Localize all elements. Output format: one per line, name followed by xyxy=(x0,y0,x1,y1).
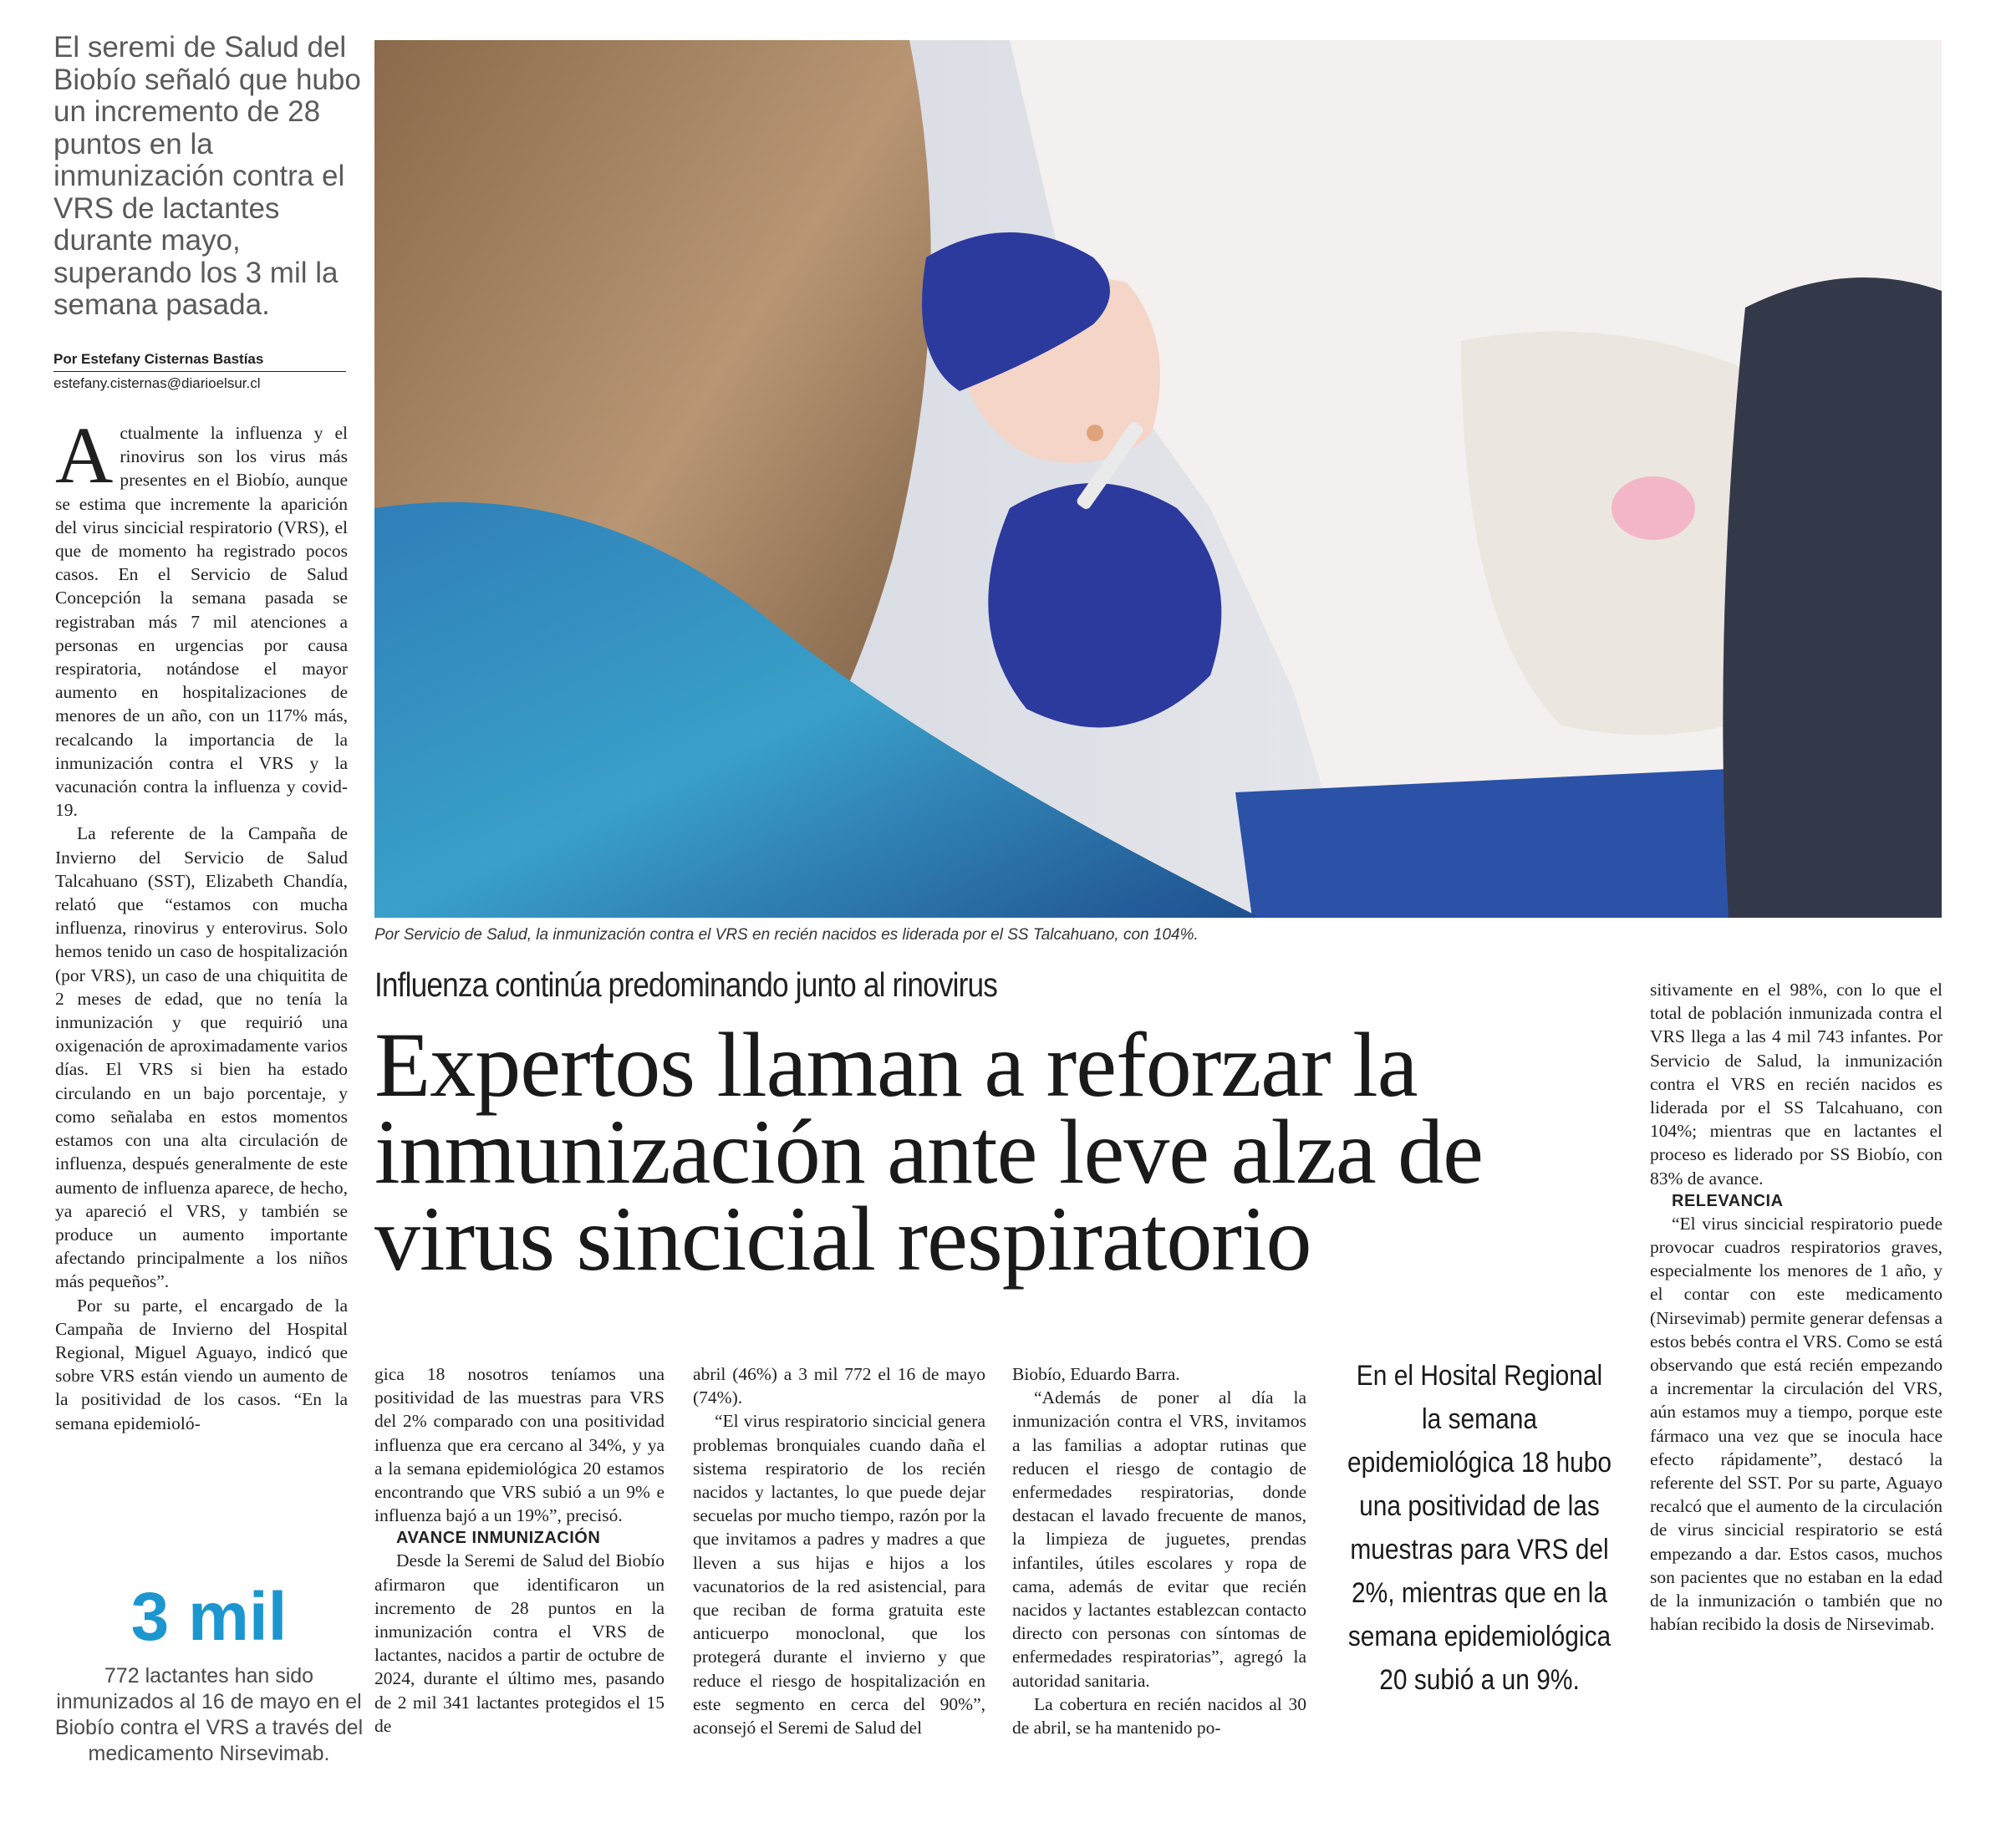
article-paragraph: La cobertura en recién nacidos al 30 de abril, se ha mantenido po- xyxy=(1012,1693,1306,1739)
article-paragraph: sitivamente en el 98%, con lo que el total de población inmunizada contra el VRS llega a las 4 mil 743 infantes. Por Servicio de Salud, la inmunización contra el VRS en recién nacidos es liderada por el SS Talcahuano, con 104%; mientras que en lactantes el proceso es liderado por SS Biobío, con 83% de avance. xyxy=(1650,980,1943,1189)
article-column-5 xyxy=(1650,978,1943,1636)
drop-cap: A xyxy=(55,410,114,500)
article-column-3 xyxy=(693,1362,985,1739)
byline-author: Por Estefany Cisternas Bastías xyxy=(53,349,346,372)
article-paragraph: La referente de la Campaña de Invierno del Servicio de Salud Talcahuano (SST), Elizabeth Chandía, relató que “estamos con mucha influenza, rinovirus y enterovirus. Solo hemos tenido un caso de hospitalización (por VRS), un caso de una chiquitita de 2 meses de edad, que no tenía la inmunización y que requirió una oxigenación de aproximadamente varios días. El VRS si bien ha estado circulando en un bajo porcentaje, y como señalaba en estos momentos estamos con una alta circulación de influenza, después generalmente de este aumento de influenza aparece, de hecho, ya apareció el VRS, y también se produce un aumento importante afectando principalmente a los niños más pequeños”. xyxy=(55,823,348,1292)
section-subhead: AVANCE INMUNIZACIÓN xyxy=(396,1529,601,1548)
article-photo xyxy=(374,40,1942,918)
byline-email[interactable]: estefany.cisternas@diarioelsur.cl xyxy=(53,375,261,391)
stat-number: 3 mil xyxy=(130,1579,288,1655)
article-paragraph: Desde la Seremi de Salud del Biobío afirmaron que identificaron un incremento de 28 puntos en la inmunización contra el VRS de lactantes, nacidos a partir de octubre de 2024, durante el último mes, pasando de 2 mil 341 lactantes protegidos el 15 de xyxy=(374,1550,664,1736)
article-column-1 xyxy=(55,410,348,1435)
article-lead: El seremi de Salud del Biobío señaló que hubo un incremento de 28 puntos en la inmunización contra el VRS de lactantes durante mayo, superando los 3 mil la semana pasada. xyxy=(53,31,361,321)
article-paragraph: Biobío, Eduardo Barra. xyxy=(1012,1364,1180,1384)
article-paragraph: Actualmente la influenza y el rinovirus son los virus más presentes en el Biobío, aunque se estima que incremente la aparición del virus sincicial respiratorio (VRS), el que de momento ha registrado pocos casos. En el Servicio de Salud Concepción la semana pasada se registraban más 7 mil atenciones a personas en urgencias por causa respiratoria, notándose el mayor aumento en hospitalizaciones de menores de un año, con un 117% más, recalcando la importancia de la inmunización contra el VRS y la vacunación contra la influenza y covid-19. xyxy=(55,410,348,821)
article-column-4 xyxy=(1012,1362,1306,1739)
article-headline: Expertos llaman a reforzar la inmunización ante leve alza de virus sincicial respiratorio xyxy=(374,1014,1483,1290)
article-paragraph: abril (46%) a 3 mil 772 el 16 de mayo (74%). xyxy=(693,1364,985,1408)
stat-description: 772 lactantes han sido inmunizados al 16 de mayo en el Biobío contra el VRS a través del medicamento Nirsevimab. xyxy=(54,1664,364,1765)
photo-caption: Por Servicio de Salud, la inmunización contra el VRS en recién nacidos es liderada por el SS Talcahuano, con 104%. xyxy=(374,926,1199,944)
article-kicker: Influenza continúa predominando junto al rinovirus xyxy=(374,965,997,1004)
article-column-2 xyxy=(374,1362,664,1738)
article-paragraph: gica 18 nosotros teníamos una positividad de las muestras para VRS del 2% comparado con una positividad influenza que era cercano al 34%, y ya a la semana epidemiológica 20 estamos encontrando que VRS subió a un 9% e influenza bajó a un 19%”, precisó. xyxy=(374,1364,664,1526)
article-paragraph: “El virus respiratorio sincicial genera problemas bronquiales cuando daña el sistema respiratorio de los recién nacidos y lactantes, lo que puede dejar secuelas por mucho tiempo, razón por la que invitamos a padres y madres a que lleven a sus hijas e hijos a los vacunatorios de la red asistencial, para que reciban de forma gratuita este anticuerpo monoclonal, que los protegerá durante el invierno y que reduce el riesgo de hospitalización en este segmento en cerca del 90%”, aconsejó el Seremi de Salud del xyxy=(693,1411,985,1739)
pull-quote: En el Hosital Regional la semana epidemiológica 18 hubo una positividad de las muestras para VRS del 2%, mientras que en la semana epidemiológica 20 subió a un 9%. xyxy=(1347,1360,1612,1696)
vaccination-photo-illustration xyxy=(374,40,1942,918)
section-subhead: RELEVANCIA xyxy=(1672,1191,1784,1210)
byline xyxy=(53,349,346,394)
article-paragraph: “Además de poner al día la inmunización contra el VRS, invitamos a las familias a adoptar rutinas que reducen el riesgo de contagio de enfermedades respiratorias, donde destacan el lavado frecuente de manos, la limpieza de juguetes, prendas infantiles, útiles escolares y ropa de cama, además de evitar que recién nacidos y lactantes establezcan contacto directo con personas con síntomas de enfermedades respiratorias”, agregó la autoridad sanitaria. xyxy=(1012,1387,1306,1691)
article-paragraph: Por su parte, el encargado de la Campaña de Invierno del Hospital Regional, Miguel Aguayo, indicó que sobre VRS están viendo un aumento de la positividad de los casos. “En la semana epidemioló- xyxy=(55,1295,348,1433)
article-paragraph: “El virus sincicial respiratorio puede provocar cuadros respiratorios graves, especialmente los menores de 1 año, y el contar con este medicamento (Nirsevimab) permite generar defensas a estos bebés contra el VRS. Como se está observando que está recién empezando a incrementar la circulación del VRS, aún estamos muy a tiempo, porque este fármaco una vez que se inocula hace efecto rápidamente”, destacó la referente del SST. Por su parte, Aguayo recalcó que el aumento de la circulación de virus sincicial respiratorio se está empezando a dar. Estos casos, muchos son pacientes que no estaban en la edad de la inmunización o también que no habían recibido la dosis de Nirsevimab. xyxy=(1650,1213,1943,1635)
